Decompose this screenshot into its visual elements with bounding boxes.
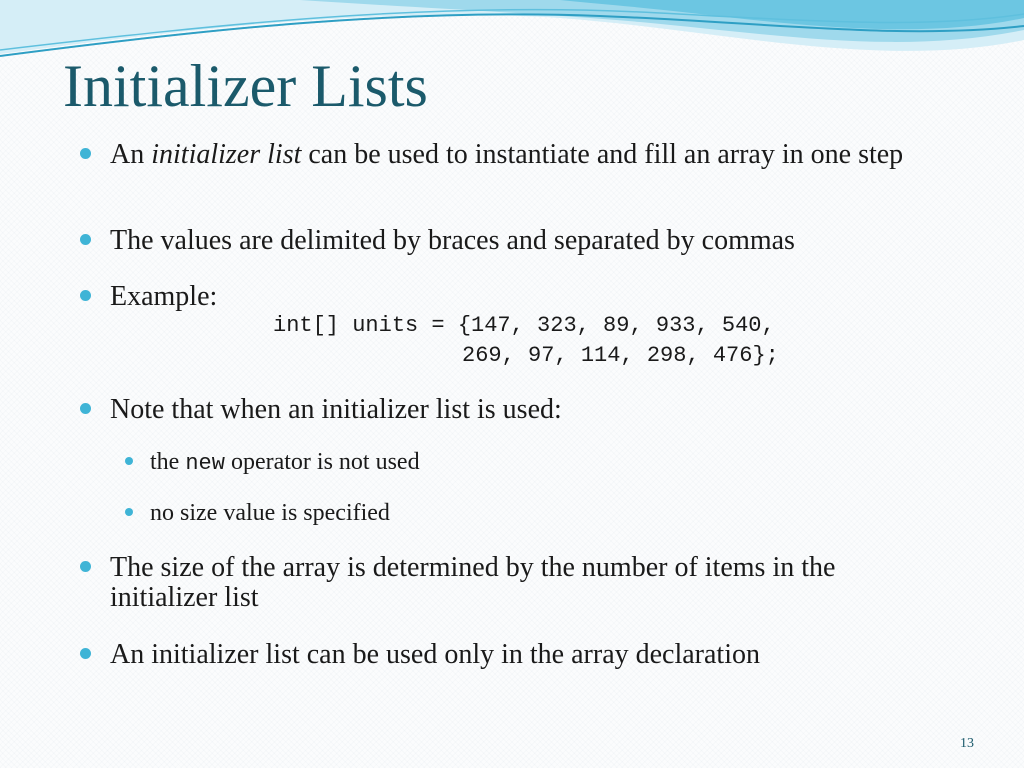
bullet-size-determined: The size of the array is determined by the number of items in the initializer list bbox=[80, 553, 930, 613]
bullet-example: Example: bbox=[80, 282, 930, 312]
code-line-2: 269, 97, 114, 298, 476}; bbox=[462, 343, 779, 368]
bullet-delimited-by-braces: The values are delimited by braces and separated by commas bbox=[80, 226, 930, 256]
slide-title: Initializer Lists bbox=[63, 53, 428, 119]
sub-bullet-new-not-used: the new operator is not used bbox=[125, 448, 975, 478]
sub-bullet-no-size: no size value is specified bbox=[125, 499, 975, 527]
code-line-1: int[] units = {147, 323, 89, 933, 540, bbox=[273, 313, 775, 338]
term-initializer-list: initializer list bbox=[151, 139, 302, 170]
bullet-note-when-used: Note that when an initializer list is used: bbox=[80, 395, 930, 425]
code-new-keyword: new bbox=[185, 451, 225, 476]
page-number: 13 bbox=[960, 736, 974, 751]
bullet-only-in-declaration: An initializer list can be used only in the array declaration bbox=[80, 640, 930, 670]
bullet-initializer-list-definition: An initializer list can be used to instantiate and fill an array in one step bbox=[80, 140, 930, 170]
